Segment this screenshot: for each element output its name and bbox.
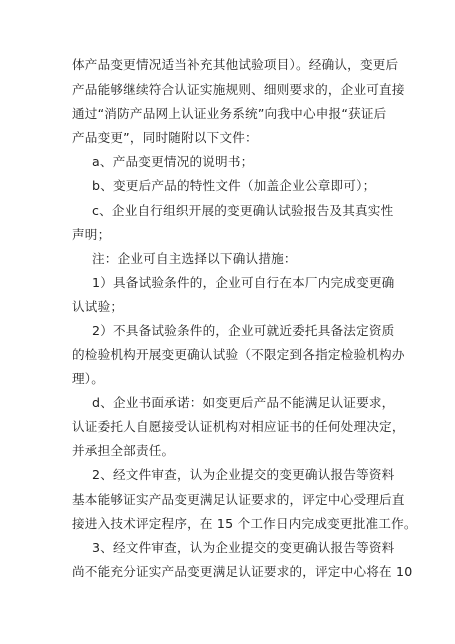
body-text-line: 产品能够继续符合认证实施规则、细则要求的，企业可直接 [72, 82, 405, 97]
body-text-line: 产品变更”，同时随附以下文件： [72, 130, 258, 145]
list-item-d: d、企业书面承诺：如变更后产品不能满足认证要求， [92, 395, 395, 410]
body-text-line: 尚不能充分证实产品变更满足认证要求的，评定中心将在 10 [72, 564, 413, 579]
body-text-line: 认证委托人自愿接受认证机构对相应证书的任何处理决定， [72, 419, 405, 434]
note-item-2: 2）不具备试验条件的，企业可就近委托具备法定资质 [92, 323, 395, 338]
note-item-1: 1）具备试验条件的，企业可自行在本厂内完成变更确 [92, 275, 395, 290]
note-heading: 注：企业可自主选择以下确认措施： [92, 251, 297, 266]
list-item-b: b、变更后产品的特性文件（加盖企业公章即可）； [92, 178, 376, 193]
body-text-line: 接进入技术评定程序，在 15 个工作日内完成变更批准工作。 [72, 516, 417, 531]
list-item-c: c、企业自行组织开展的变更确认试验报告及其真实性 [92, 203, 394, 218]
numbered-item-3: 3、经文件审查，认为企业提交的变更确认报告等资料 [92, 540, 395, 555]
body-text-line: 体产品变更情况适当补充其他试验项目）。经确认，变更后 [72, 57, 399, 72]
body-text-line: 理）。 [72, 371, 105, 386]
body-text-line: 基本能够证实产品变更满足认证要求的，评定中心受理后直 [72, 492, 405, 507]
numbered-item-2: 2、经文件审查，认为企业提交的变更确认报告等资料 [92, 467, 395, 482]
list-item-a: a、产品变更情况的说明书； [92, 154, 254, 169]
body-text-line: 并承担全部责任。 [72, 443, 175, 458]
body-text-line: 认试验； [72, 299, 124, 314]
body-text-line: 通过“消防产品网上认证业务系统”向我中心申报“获证后 [72, 106, 387, 121]
body-text-line: 的检验机构开展变更确认试验（不限定到各指定检验机构办 [72, 347, 405, 362]
body-text-line: 声明； [72, 227, 111, 242]
